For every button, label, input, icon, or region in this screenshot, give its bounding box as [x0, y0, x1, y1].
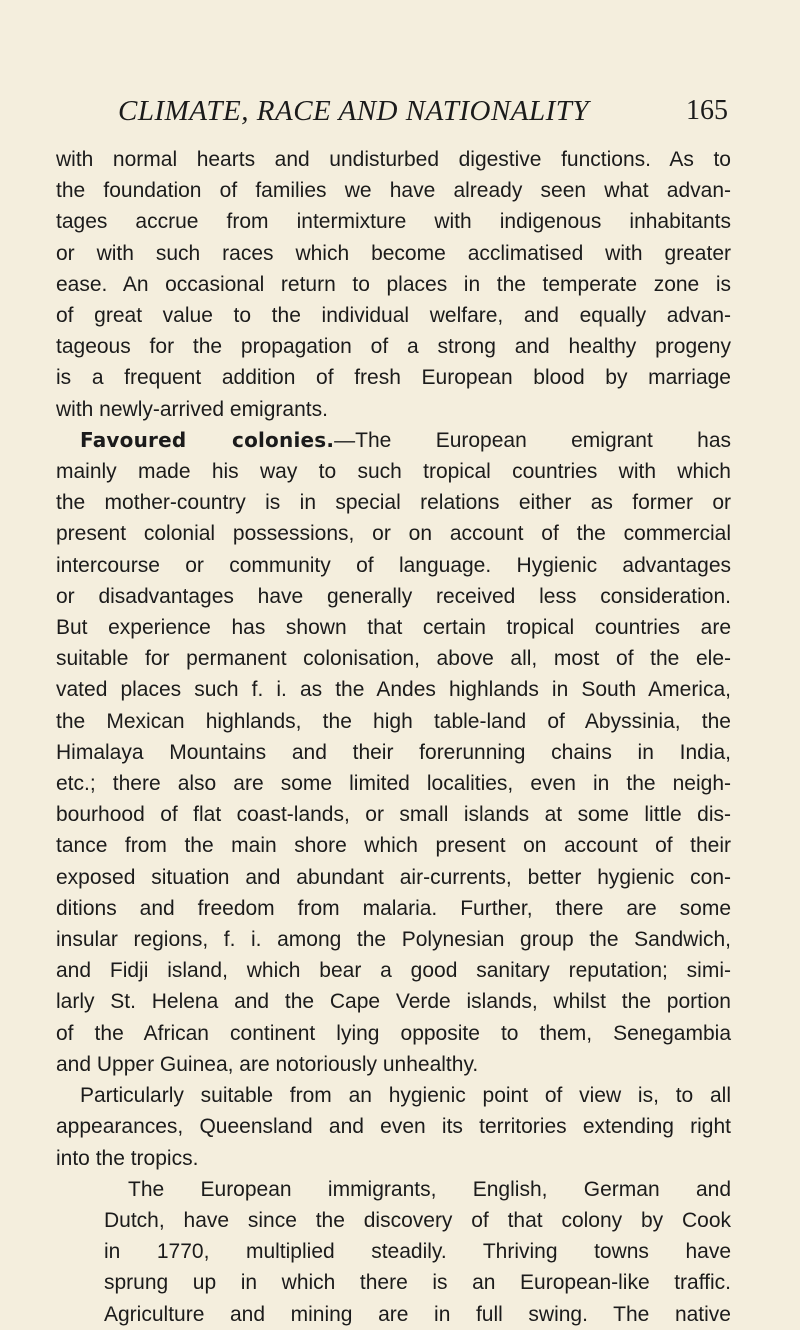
text-line: tages accrue from intermixture with indigenous inhabitants: [56, 210, 731, 234]
text-line: of the African continent lying opposite to them, Senegambia: [56, 1021, 731, 1045]
text-line: with newly-arrived emigrants.: [56, 397, 328, 421]
running-title: CLIMATE, RACE AND NATIONALITY: [118, 95, 590, 127]
text-line: into the tropics.: [56, 1146, 199, 1170]
text-line: of great value to the individual welfare, and equally advan-: [56, 304, 731, 328]
text-line: present colonial possessions, or on account of the commercial: [56, 522, 731, 546]
text-line: mainly made his way to such tropical countries with which: [56, 460, 731, 484]
text-line: or disadvantages have generally received less consideration.: [56, 584, 731, 608]
text-line: and Fidji island, which bear a good sanitary reputation; simi-: [56, 959, 731, 983]
text-fragment: —The European emigrant has: [334, 428, 731, 452]
text-line: appearances, Queensland and even its territories extending right: [56, 1115, 731, 1139]
section-heading: Favoured colonies.: [80, 427, 335, 452]
text-line: The European immigrants, English, German and: [128, 1177, 731, 1201]
page-header: [118, 95, 728, 135]
page-number: 165: [686, 95, 728, 126]
text-line: the mother-country is in special relations either as former or: [56, 491, 731, 515]
indented-paragraph: [104, 1174, 731, 1330]
text-line: exposed situation and abundant air-currents, better hygienic con-: [56, 865, 731, 889]
body-text: [56, 144, 731, 1330]
text-line: sprung up in which there is an European-like traffic.: [104, 1271, 731, 1295]
section-first-line: [56, 425, 731, 456]
text-line: Himalaya Mountains and their forerunning chains in India,: [56, 740, 731, 764]
text-line: intercourse or community of language. Hygienic advantages: [56, 553, 731, 577]
text-line: the Mexican highlands, the high table-land of Abyssinia, the: [56, 709, 731, 733]
text-line: the foundation of families we have already seen what advan-: [56, 179, 731, 203]
text-line: But experience has shown that certain tropical countries are: [56, 616, 731, 640]
text-line: tageous for the propagation of a strong and healthy progeny: [56, 335, 731, 359]
text-line: etc.; there also are some limited localities, even in the neigh-: [56, 772, 731, 796]
text-line: and Upper Guinea, are notoriously unhealthy.: [56, 1052, 479, 1076]
text-line: with normal hearts and undisturbed digestive functions. As to: [56, 148, 731, 171]
text-line: suitable for permanent colonisation, above all, most of the ele-: [56, 647, 731, 671]
text-line: ease. An occasional return to places in the temperate zone is: [56, 272, 731, 296]
text-line: vated places such f. i. as the Andes highlands in South America,: [56, 678, 731, 702]
text-line: tance from the main shore which present on account of their: [56, 834, 731, 858]
text-line: Dutch, have since the discovery of that colony by Cook: [104, 1208, 731, 1232]
text-line: or with such races which become acclimatised with greater: [56, 241, 731, 265]
text-line: Agriculture and mining are in full swing. The native: [104, 1302, 731, 1326]
text-line: ditions and freedom from malaria. Further, there are some: [56, 896, 731, 920]
text-line: larly St. Helena and the Cape Verde islands, whilst the portion: [56, 990, 731, 1014]
text-line: bourhood of flat coast-lands, or small islands at some little dis-: [56, 803, 731, 827]
text-line: in 1770, multiplied steadily. Thriving towns have: [104, 1240, 731, 1264]
text-line: Particularly suitable from an hygienic point of view is, to all: [80, 1084, 731, 1108]
text-line: is a frequent addition of fresh European blood by marriage: [56, 366, 731, 390]
text-line: insular regions, f. i. among the Polynesian group the Sandwich,: [56, 928, 731, 952]
